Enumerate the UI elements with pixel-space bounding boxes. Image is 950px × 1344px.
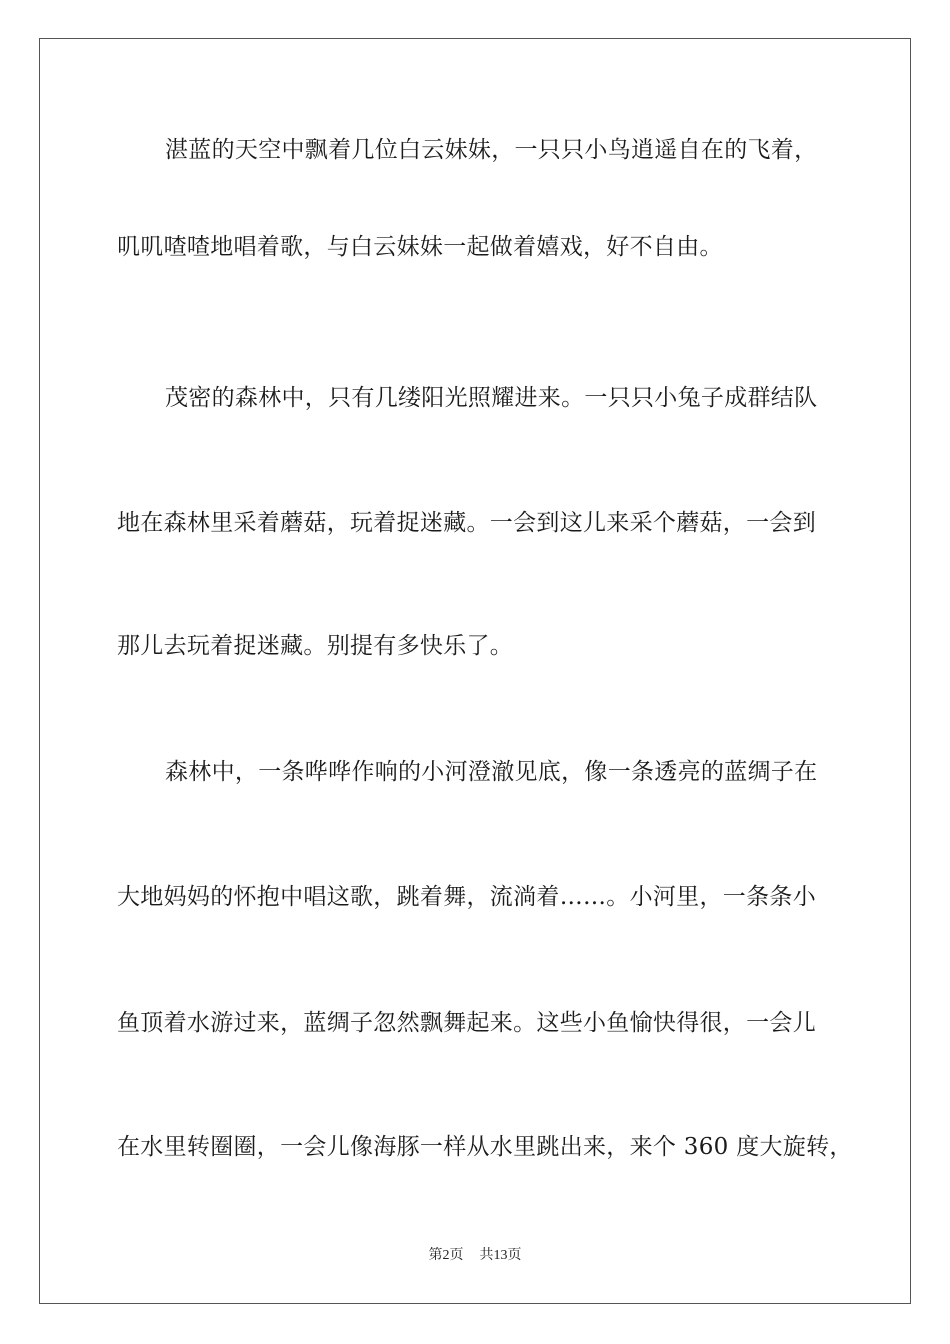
text-line: 茂密的森林中，只有几缕阳光照耀进来。一只只小兔子成群结队 (165, 385, 818, 411)
page-number: 第2页 (428, 1248, 464, 1263)
page-total: 共13页 (479, 1248, 522, 1263)
text-line: 在水里转圈圈，一会儿像海豚一样从水里跳出来，来个 360 度大旋转， (117, 1134, 853, 1160)
page-border (39, 38, 911, 1304)
text-line: 叽叽喳喳地唱着歌，与白云妹妹一起做着嬉戏，好不自由。 (117, 234, 723, 260)
page-footer (0, 1246, 950, 1266)
text-line: 那儿去玩着捉迷藏。别提有多快乐了。 (117, 633, 514, 659)
text-line: 鱼顶着水游过来，蓝绸子忽然飘舞起来。这些小鱼愉快得很，一会儿 (117, 1010, 816, 1036)
text-line: 森林中，一条哗哗作响的小河澄澈见底，像一条透亮的蓝绸子在 (165, 759, 818, 785)
text-line: 大地妈妈的怀抱中唱这歌，跳着舞，流淌着……。小河里，一条条小 (117, 884, 816, 910)
text-line: 湛蓝的天空中飘着几位白云妹妹，一只只小鸟逍遥自在的飞着， (165, 137, 818, 163)
text-line: 地在森林里采着蘑菇，玩着捉迷藏。一会到这儿来采个蘑菇，一会到 (117, 510, 816, 536)
